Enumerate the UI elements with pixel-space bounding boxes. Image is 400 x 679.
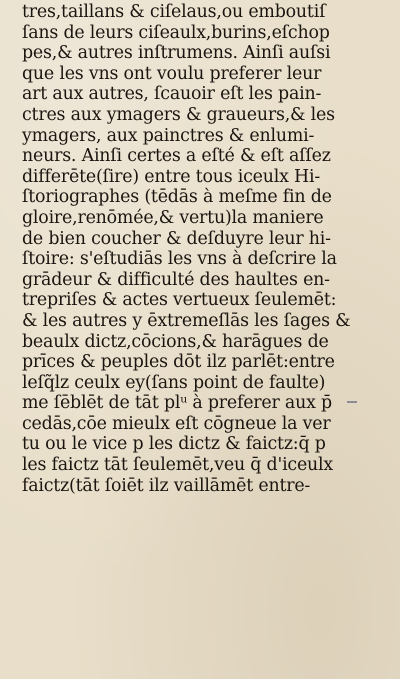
text-line: trepriſes & actes vertueux ſeulemēt:	[22, 290, 337, 311]
text-line: tu ou le vice p les dictz & faictz:q̄ p	[22, 434, 326, 455]
text-line: ſans de leurs ciſeaulx,burins,eſchop	[22, 22, 330, 43]
text-line: les faictz tāt ſeulemēt,veu q̄ d'iceulx	[22, 455, 334, 476]
text-line: differēte(ſire) entre tous iceulx Hi-	[22, 166, 321, 187]
text-block	[22, 2, 384, 496]
text-line: beaulx dictz,cōcions,& harāgues de	[22, 331, 329, 352]
text-line: ctres aux ymagers & graueurs,& les	[22, 104, 335, 125]
text-line: ſtoire: s'eſtudiās les vns à deſcrire la	[22, 249, 337, 270]
text-line: que les vns ont voulu preferer leur	[22, 63, 322, 84]
text-line: grādeur & difficulté des haultes en-	[22, 269, 330, 290]
text-line: ymagers, aux painctres & enlumi-	[22, 125, 315, 146]
text-line: & les autres y ēxtremeſlās les ſages &	[22, 310, 351, 331]
text-line: cedās,cōe mieulx eſt cōgneue la ver	[22, 413, 331, 434]
text-line: gloire,renōmée,& vertu)la maniere	[22, 207, 324, 228]
text-line: pes,& autres inſtrumens. Ainſi auſsi	[22, 43, 331, 64]
text-line: de bien coucher & deſduyre leur hi-	[22, 228, 331, 249]
text-line: neurs. Ainſi certes a eſté & eſt aſſez	[22, 146, 331, 167]
text-line: faictz(tāt ſoiēt ilz vaillāmēt entre-	[22, 475, 311, 496]
text-line: me ſēblēt de tāt plᵘ à preferer aux p̄	[22, 393, 332, 414]
text-line: tres,taillans & ciſelaus,ou emboutiſ	[22, 2, 326, 22]
margin-dash-mark	[347, 401, 357, 403]
text-line: ſtoriographes (tēdās à meſme fin de	[22, 187, 332, 208]
text-line: leſq̃lz ceulx ey(ſans point de faulte)	[22, 372, 326, 393]
text-line: art aux autres, ſcauoir eſt les pain-	[22, 84, 322, 105]
text-line: prīces & peuples dōt ilz parlēt:entre	[22, 352, 335, 373]
